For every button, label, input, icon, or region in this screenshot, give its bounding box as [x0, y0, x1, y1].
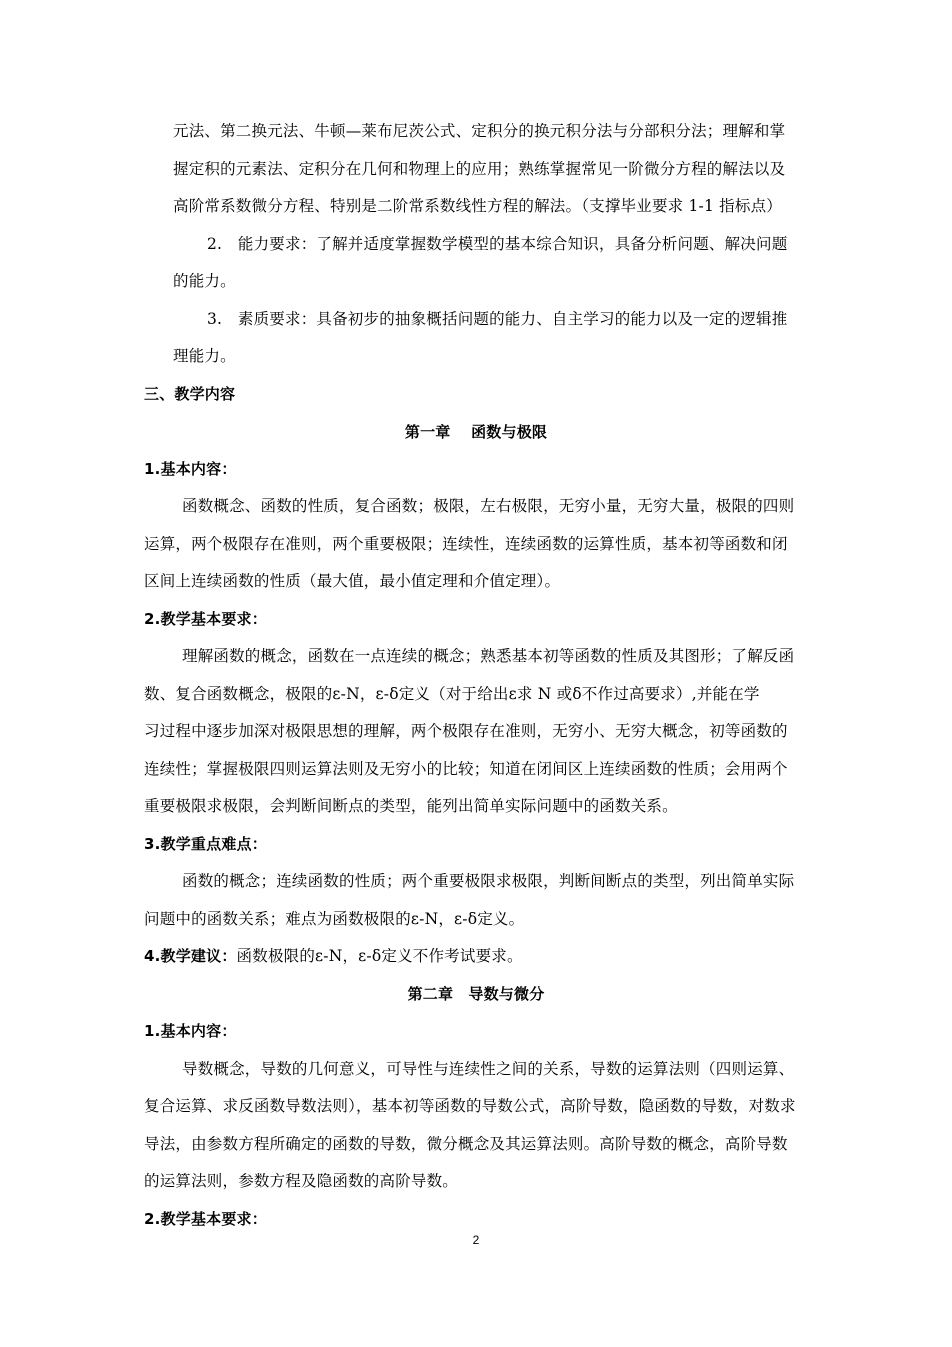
paragraph-line: 元法、第二换元法、牛顿—莱布尼茨公式、定积分的换元积分法与分部积分法；理解和掌 — [173, 122, 786, 140]
paragraph-line: 运算，两个极限存在准则，两个重要极限；连续性，连续函数的运算性质，基本初等函数和闭 — [144, 535, 788, 553]
suggestion-text: 函数极限的ε-N，ε-δ定义不作考试要求。 — [236, 947, 523, 965]
subsection-heading: 1.基本内容： — [144, 1022, 237, 1040]
paragraph-line: 问题中的函数关系；难点为函数极限的ε-N，ε-δ定义。 — [144, 910, 525, 928]
chapter-title: 第二章 导数与微分 — [407, 985, 545, 1003]
quality-requirement-line: 3. 素质要求：具备初步的抽象概括问题的能力、自主学习的能力以及一定的逻辑推 — [207, 310, 788, 328]
chapter-title: 第一章 函数与极限 — [404, 423, 548, 441]
paragraph-line: 理解函数的概念，函数在一点连续的概念；熟悉基本初等函数的性质及其图形；了解反函 — [182, 647, 795, 665]
paragraph-line: 区间上连续函数的性质（最大值，最小值定理和介值定理）。 — [144, 572, 561, 590]
paragraph-line: 导法，由参数方程所确定的函数的导数，微分概念及其运算法则。高阶导数的概念，高阶导数 — [144, 1135, 788, 1153]
paragraph-line: 重要极限求极限，会判断间断点的类型，能列出简单实际问题中的函数关系。 — [144, 797, 678, 815]
paragraph-line: 数、复合函数概念，极限的ε-N，ε-δ定义（对于给出ε求 N 或δ不作过高要求）,并能在学 — [144, 685, 760, 703]
subsection-heading: 3.教学重点难点： — [144, 835, 267, 853]
ability-requirement-line: 的能力。 — [173, 272, 236, 290]
paragraph-line: 函数的概念；连续函数的性质；两个重要极限求极限，判断间断点的类型，列出简单实际 — [182, 872, 795, 890]
paragraph-line: 复合运算、求反函数导数法则），基本初等函数的导数公式，高阶导数，隐函数的导数，对数求 — [144, 1097, 796, 1115]
paragraph-line: 连续性；掌握极限四则运算法则及无穷小的比较；知道在闭间区上连续函数的性质；会用两个 — [144, 760, 788, 778]
paragraph-line: 握定积的元素法、定积分在几何和物理上的应用；熟练掌握常见一阶微分方程的解法以及 — [173, 160, 786, 178]
page-number: 2 — [472, 1233, 480, 1247]
paragraph-line: 高阶常系数微分方程、特别是二阶常系数线性方程的解法。（支撑毕业要求 1-1 指标点） — [173, 197, 782, 215]
paragraph-line: 的运算法则，参数方程及隐函数的高阶导数。 — [144, 1172, 459, 1190]
subsection-heading: 2.教学基本要求： — [144, 610, 267, 628]
section-heading: 三、教学内容 — [144, 385, 236, 403]
subsection-heading: 4.教学建议： — [144, 947, 237, 965]
paragraph-line: 函数概念、函数的性质，复合函数；极限，左右极限，无穷小量，无穷大量，极限的四则 — [182, 497, 795, 515]
paragraph-line: 习过程中逐步加深对极限思想的理解，两个极限存在准则，无穷小、无穷大概念，初等函数的 — [144, 722, 788, 740]
quality-requirement-line: 理能力。 — [173, 347, 236, 365]
subsection-heading: 1.基本内容： — [144, 460, 237, 478]
suggestion-line — [144, 945, 523, 967]
paragraph-line: 导数概念，导数的几何意义，可导性与连续性之间的关系，导数的运算法则（四则运算、 — [182, 1060, 795, 1078]
subsection-heading: 2.教学基本要求： — [144, 1210, 267, 1228]
ability-requirement-line: 2. 能力要求：了解并适度掌握数学模型的基本综合知识，具备分析问题、解决问题 — [207, 235, 788, 253]
